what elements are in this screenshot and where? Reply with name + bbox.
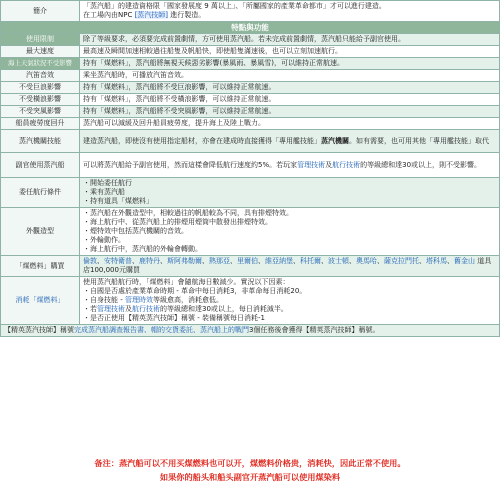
vice-key: 副官使用蒸汽船 — [1, 153, 80, 178]
intro-line2-text: 在工場內由NPC — [83, 11, 135, 19]
consume-head: 使用蒸汽船航行時，「煤燃料」會隨航海日數減少。實況以下因素： — [83, 278, 290, 286]
delegate-row — [1, 178, 500, 208]
intro-value — [80, 1, 500, 22]
list-item: ・ 海上航行中、從蒸汽船上的排煙用煙筒中散發出排煙特效。 — [83, 218, 496, 227]
remark-note — [4, 456, 496, 484]
consume-l3-tail: 的等級總和達30或以上，每日消耗減半。 — [160, 305, 288, 313]
remark-line-1: 备注：蒸汽船可以不用买煤燃料也可以开，煤燃料价格贵，消耗快，因此正常不使用。 — [94, 458, 406, 468]
port-link-5[interactable]: 里爾伯 — [237, 257, 258, 265]
navigation-skill-link[interactable]: 航行技術 — [132, 305, 160, 313]
delegate-value — [80, 178, 500, 208]
feature-row — [1, 94, 500, 106]
appearance-row — [1, 208, 500, 256]
feature-row — [1, 82, 500, 94]
feature-row — [1, 46, 500, 58]
feature-key: 海上天氣狀況不受影響 — [1, 58, 80, 70]
feature-row — [1, 70, 500, 82]
port-link-3[interactable]: 斯阿弗勒爾 — [167, 257, 202, 265]
list-item: ・ 乘有蒸汽船 — [83, 188, 496, 197]
tech-key: 蒸汽機關技能 — [1, 130, 80, 153]
feature-value: 持有「煤燃料」，蒸汽船將不受巨浪影響，可以維持正常航速。 — [80, 82, 500, 94]
tech-text-tail: 。如有需要，也可用其他「專用艦技能」取代 — [349, 136, 489, 145]
feature-key: 最大速度 — [1, 46, 80, 58]
consume-l3-and: 及 — [125, 305, 132, 313]
consume-l2-text: 自身技能 - — [90, 296, 125, 304]
feature-key: 使用限制 — [1, 34, 80, 46]
list-item — [83, 305, 496, 314]
port-link-sacramento[interactable]: 薩克拉門托 — [384, 257, 419, 265]
list-item: ・ 外輪動作。 — [83, 236, 496, 245]
consume-l3-text: 若 — [90, 305, 97, 313]
footer-quests-link[interactable]: 完成蒸汽船調查報告書、帽的交貨委託、蒸汽船上的戰鬥 — [74, 326, 249, 334]
port-link-san-francisco[interactable]: 舊金山 — [454, 257, 475, 265]
management-skill-link[interactable]: 管理技術 — [97, 305, 125, 313]
tech-row — [1, 130, 500, 153]
vice-and: 及 — [325, 160, 333, 169]
port-link-omaha[interactable]: 奧馬哈 — [356, 257, 377, 265]
feature-row — [1, 118, 500, 130]
list-item: ・ 開始委任航行 — [83, 179, 496, 188]
list-item — [83, 296, 496, 305]
feature-value: 乘坐蒸汽船時，可播放汽笛音效。 — [80, 70, 500, 82]
consume-key-text: 消耗「煤燃料」 — [15, 296, 65, 304]
section-header — [1, 22, 500, 34]
list-item: ・ 自國是否處於產業革命時期 - 革命中每日消耗3，非革命每日消耗20。 — [83, 287, 496, 296]
feature-value: 除了等級要求，必須要完成前置劇情，方可使用蒸汽船。若未完成前置劇情，蒸汽船只能給予副官使用。 — [80, 34, 500, 46]
vice-row — [1, 153, 500, 178]
vice-value — [80, 153, 500, 178]
port-link-tacoma[interactable]: 塔科馬 — [426, 257, 447, 265]
footer-row — [1, 325, 500, 337]
feature-value: 最高速及瞬間加速相較過往船隻及帆船快，即使船隻滿速後，也可以立刻加速航行。 — [80, 46, 500, 58]
management-skill-link[interactable]: 管理技術 — [297, 160, 326, 169]
list-item: ・ 蒸汽船在外觀造型中，相較過往的帆船較為不同，具有排煙特效。 — [83, 209, 496, 218]
intro-line2-tail: 進行製造。 — [168, 11, 206, 19]
feature-key: 汽笛音效 — [1, 70, 80, 82]
footer-tail: 3個任務後會獲得【精英蒸汽技師】稱號。 — [249, 326, 380, 334]
list-item: ・ 持有道具「煤燃料」 — [83, 197, 496, 206]
consume-key — [1, 277, 80, 325]
vice-text: 可以將蒸汽船給予副官使用，然而這樣會降低航行速度約5%。若玩家 — [83, 160, 298, 169]
consume-row — [1, 277, 500, 325]
feature-value: 持有「煤燃料」，蒸汽船將不受突風影響，可以維持正常航速。 — [80, 106, 500, 118]
feature-key: 不受突風影響 — [1, 106, 80, 118]
appearance-value — [80, 208, 500, 256]
feature-value: 持有「煤燃料」，蒸汽船將無視天候惡劣影響(暴風雨、暴風雪)，可以維持正常航速。 — [80, 58, 500, 70]
intro-key: 簡介 — [1, 1, 80, 22]
intro-line2 — [83, 11, 496, 20]
delegate-key: 委任航行條件 — [1, 178, 80, 208]
port-link-rotterdam[interactable]: 鹿特丹 — [139, 257, 160, 265]
section-title: 特點與功能 — [1, 22, 500, 34]
purchase-value: 倫敦、安特衛普、鹿特丹、斯阿弗勒爾、熱那亞、里爾伯、維亞納堡、科托爾、波士頓、奧馬哈、薩克拉門托、塔科馬、舊金山 道具店100,000元購買 — [80, 256, 500, 277]
port-link-london[interactable]: 倫敦 — [83, 257, 97, 265]
feature-row — [1, 58, 500, 70]
consume-l2-tail: 等級愈高，消耗愈低。 — [152, 296, 223, 304]
port-link-boston[interactable]: 波士頓 — [328, 257, 349, 265]
purchase-row — [1, 256, 500, 277]
tech-text: 建造蒸汽船，即使沒有使用指定船材，亦會在建成時直接獲得「專用艦技能」 — [83, 136, 321, 145]
remark-line-2: 如果你的船头和船头副官开蒸汽船可以使用煤染料 — [159, 472, 341, 482]
list-item: ・ 海上航行中，蒸汽船的外輪會轉動。 — [83, 245, 496, 254]
feature-key: 不受橫浪影響 — [1, 94, 80, 106]
steam-engine-skill: 蒸汽機關 — [321, 136, 349, 145]
navigation-skill-link[interactable]: 航行技術 — [332, 160, 361, 169]
footer-text: 【精英蒸汽技師】稱號 — [4, 326, 74, 334]
feature-key: 船員疲勞度回升 — [1, 118, 80, 130]
purchase-tail: 道具店100,000元購買 — [83, 257, 492, 274]
list-item: ・ 是否正使用【精英蒸汽技師】稱號 - 裝備稱號每日消耗-1 — [83, 314, 496, 323]
feature-value: 蒸汽船可以減緩及回升船員疲勞度，提升海上及陸上戰力。 — [80, 118, 500, 130]
feature-value: 持有「煤燃料」，蒸汽船將不受橫浪影響，可以維持正常航速。 — [80, 94, 500, 106]
purchase-key: 「煤燃料」購買 — [1, 256, 80, 277]
feature-key: 不受巨浪影響 — [1, 82, 80, 94]
feature-row — [1, 34, 500, 46]
appearance-key: 外觀造型 — [1, 208, 80, 256]
port-link-genoa[interactable]: 熱那亞 — [209, 257, 230, 265]
management-time-link[interactable]: 管理時效 — [124, 296, 153, 304]
port-link-antwerp[interactable]: 安特衛普 — [104, 257, 132, 265]
list-item: ・ 煙特效中包括蒸汽機關的音效。 — [83, 227, 496, 236]
intro-row — [1, 1, 500, 22]
feature-row — [1, 106, 500, 118]
vice-tail: 的等級總和達30或以上，則不受影響。 — [360, 160, 482, 169]
tech-value — [80, 130, 500, 153]
consume-value — [80, 277, 500, 325]
port-link-6[interactable]: 維亞納堡 — [265, 257, 293, 265]
footer-cell — [1, 325, 500, 337]
steam-technician-link[interactable]: [蒸汽技師] — [134, 11, 169, 19]
port-link-kotor[interactable]: 科托爾 — [300, 257, 321, 265]
intro-line1: 「蒸汽船」的建造資格限「國家發展度 9 萬以上」、「所屬國家的產業革命都市」才可以進行建造。 — [83, 2, 386, 10]
